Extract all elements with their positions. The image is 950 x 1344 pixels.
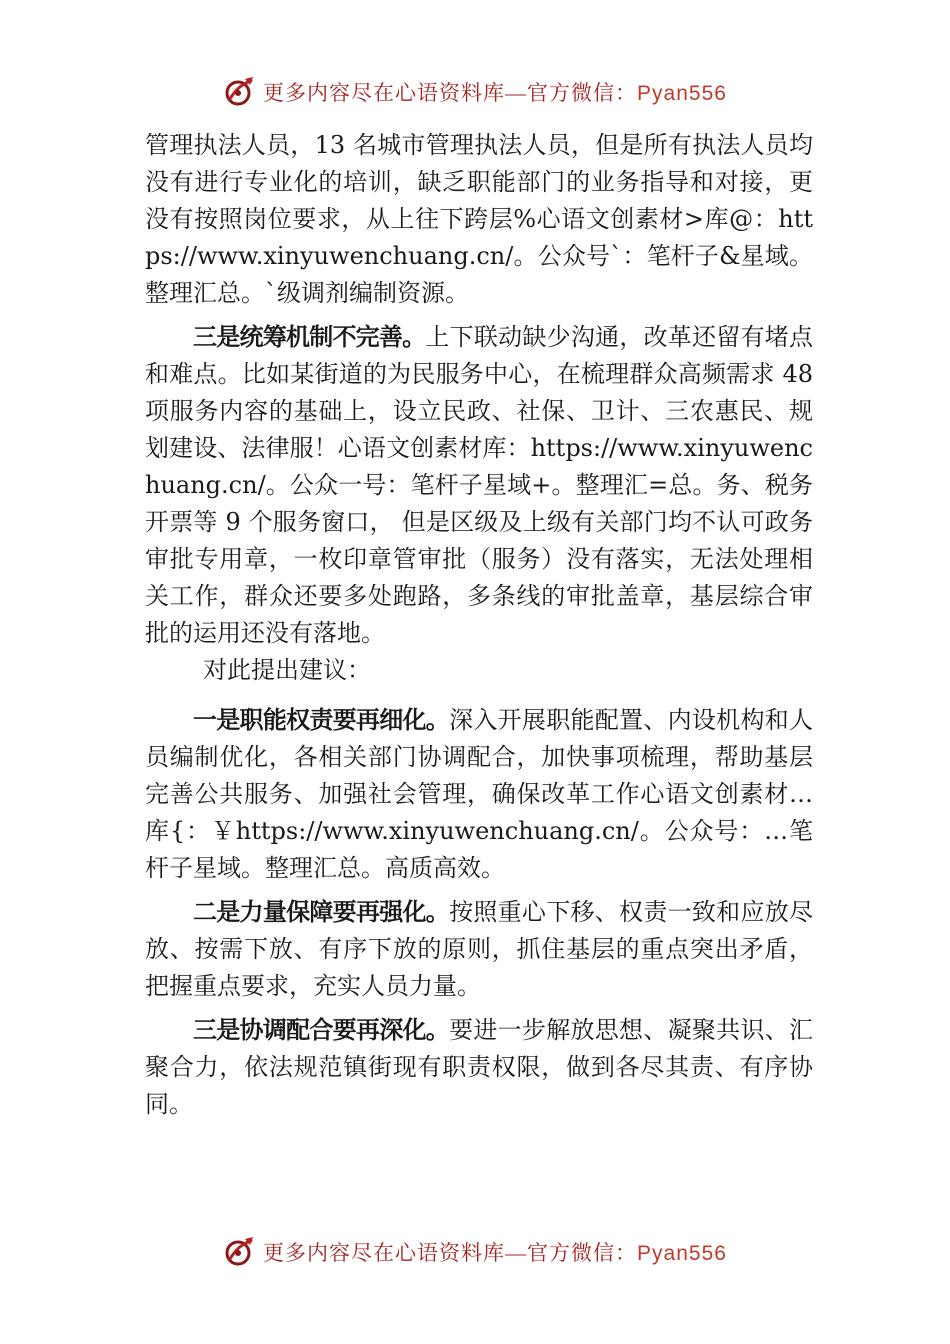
logo-icon (223, 75, 257, 109)
paragraph-lead: 一是职能权责要再细化。 (193, 706, 450, 734)
paragraph-lead: 三是统筹机制不完善。 (193, 323, 426, 351)
document-body (145, 127, 813, 1123)
paragraph-coordination-issue: 三是统筹机制不完善。上下联动缺少沟通，改革还留有堵点和难点。比如某街道的为民服务中心，在梳理群众高频需求 48 项服务内容的基础上，设立民政、社保、卫计、三农惠民、规划建设、法律服！心语文创素材库：https://www.xinyuwenchuang.cn/。公众一号：笔杆子星域+。整理汇=总。务、税务开票等 9 个服务窗口， 但是区级及上级有关部门均不认可政务审批专用章，一枚印章管审批（服务）没有落实，无法处理相关工作，群众还要多处跑路，多条线的审批盖章，基层综合审批的运用还没有落地。 (145, 323, 814, 647)
paragraph-continuation: 管理执法人员，13 名城市管理执法人员，但是所有执法人员均没有进行专业化的培训，缺乏职能部门的业务指导和对接，更没有按照岗位要求，从上往下跨层%心语文创素材>库@：https://www.xinyuwenchuang.cn/。公众号`：笔杆子&星域。整理汇总。`级调剂编制资源。 (145, 131, 813, 307)
logo-icon (223, 1235, 257, 1269)
paragraph-suggestion-1: 一是职能权责要再细化。深入开展职能配置、内设机构和人员编制优化，各相关部门协调配合，加快事项梳理，帮助基层完善公共服务、加强社会管理，确保改革工作心语文创素材…库{：￥https://www.xinyuwenchuang.cn/。公众号：…笔杆子星域。整理汇总。高质高效。 (145, 706, 814, 882)
header-watermark-text: 更多内容尽在心语资料库—官方微信：Pyan556 (263, 81, 727, 105)
paragraph-lead: 二是力量保障要再强化。 (193, 898, 450, 926)
footer-watermark (0, 1232, 950, 1272)
paragraph-suggestion-intro: 对此提出建议： (203, 656, 371, 684)
paragraph-suggestion-3: 三是协调配合要再深化。要进一步解放思想、凝聚共识、汇聚合力，依法规范镇街现有职责权限，做到各尽其责、有序协同。 (145, 1016, 814, 1118)
footer-watermark-text: 更多内容尽在心语资料库—官方微信：Pyan556 (263, 1241, 727, 1265)
paragraph-suggestion-2: 二是力量保障要再强化。按照重心下移、权责一致和应放尽放、按需下放、有序下放的原则，抓住基层的重点突出矛盾，把握重点要求，充实人员力量。 (145, 898, 814, 1000)
header-watermark (0, 72, 950, 112)
paragraph-lead: 三是协调配合要再深化。 (193, 1016, 450, 1044)
